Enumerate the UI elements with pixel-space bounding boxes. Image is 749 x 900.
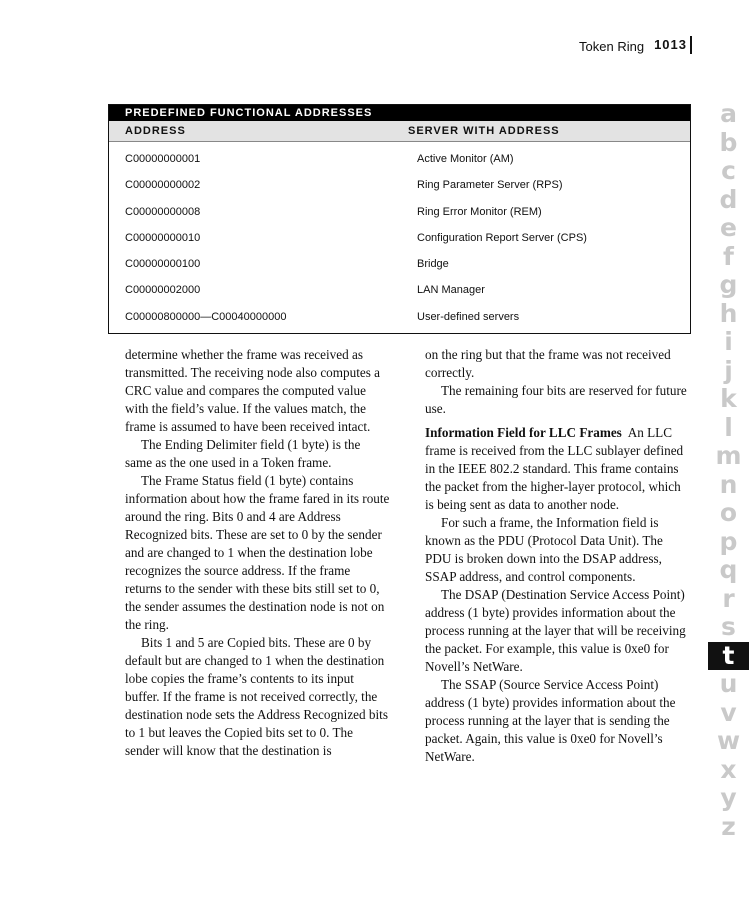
table-row	[109, 277, 690, 303]
thumb-tab-o: o	[719, 498, 738, 527]
thumb-tab-w: w	[716, 726, 741, 755]
address-cell: C00000000010	[125, 231, 201, 244]
thumb-tab-s: s	[721, 612, 736, 641]
paragraph: The Frame Status field (1 byte) contains information about how the frame fared in its route around the ring. Bits 0 and 4 are Address Recognized bits. These are set to 0 by the sender and are changed to 1 when the destination lobe recognizes the source address. If the frame returns to the sender with these bits still set to 0, the sender assumes the destination node is not on the ring.	[125, 473, 390, 632]
address-cell: C00000002000	[125, 284, 201, 297]
thumb-tab-x: x	[720, 754, 737, 784]
thumb-tab-v: v	[720, 697, 737, 727]
table-row	[109, 199, 690, 225]
address-cell: C00000000002	[125, 179, 201, 192]
server-cell: Bridge	[417, 258, 449, 271]
table-row	[109, 172, 690, 198]
thumb-tab-n: n	[719, 469, 738, 499]
thumb-tab-e: e	[720, 213, 737, 242]
address-cell: C00000000001	[125, 153, 201, 165]
paragraph: on the ring but that the frame was not received correctly.	[425, 347, 671, 380]
thumb-tab-p: p	[719, 526, 738, 556]
thumb-tab-r: r	[722, 583, 735, 613]
table-row	[109, 251, 690, 277]
thumb-tab-g: g	[719, 270, 738, 299]
paragraph-text: An LLC frame is received from the LLC sublayer defined in the IEEE 802.2 standard. This frame contains the packet from the higher-layer protocol, which is being sent as data to another node.	[425, 425, 684, 512]
section-title: Token Ring	[579, 39, 645, 54]
address-cell: C00000000008	[125, 205, 201, 218]
table-title: PREDEFINED FUNCTIONAL ADDRESSES	[109, 105, 690, 121]
thumb-tab-j: j	[724, 355, 733, 385]
server-cell: Ring Error Monitor (REM)	[417, 205, 542, 218]
paragraph: determine whether the frame was received as transmitted. The receiving node also computes a CRC value and compares the computed value with the field’s value. If the values match, the frame is assumed to have been received intact.	[125, 347, 381, 434]
address-cell: C00000800000—C00040000000	[125, 310, 287, 323]
page-number: 1013	[654, 36, 692, 54]
run-in-heading: Information Field for LLC Frames	[425, 425, 622, 440]
table-header-row	[109, 121, 690, 142]
right-text-column	[425, 346, 690, 766]
address-cell: C00000000100	[125, 258, 201, 271]
paragraph: For such a frame, the Information field is known as the PDU (Protocol Data Unit). The PDU is broken down into the DSAP address, SSAP address, and control components.	[425, 515, 663, 584]
server-cell: Active Monitor (AM)	[417, 153, 514, 165]
column-header-server: SERVER WITH ADDRESS	[408, 125, 560, 137]
table-body	[109, 142, 690, 330]
thumb-tab-k: k	[720, 384, 737, 413]
thumb-tab-i: i	[724, 327, 733, 356]
thumb-tab-l: l	[724, 412, 733, 442]
paragraph: The DSAP (Destination Service Access Point) address (1 byte) provides information about the process running at the layer that will be receiving the packet. For example, this value is 0xe0 for Novell’s NetWare.	[425, 587, 686, 674]
thumb-tab-y: y	[720, 783, 737, 812]
thumb-tab-b: b	[719, 127, 738, 157]
server-cell: Configuration Report Server (CPS)	[417, 231, 587, 244]
thumb-tab-c: c	[721, 156, 736, 185]
thumb-tab-m: m	[715, 441, 742, 470]
server-cell: User-defined servers	[417, 310, 520, 323]
thumb-tab-z: z	[721, 811, 736, 841]
paragraph: The SSAP (Source Service Access Point) address (1 byte) provides information about the process running at the layer that is sending the packet. Again, this value is 0xe0 for Novell’s NetWare.	[425, 677, 676, 764]
thumb-tab-a: a	[720, 99, 737, 128]
paragraph	[425, 424, 690, 514]
thumb-tab-f: f	[723, 241, 734, 271]
alphabet-thumb-index	[708, 100, 749, 841]
left-text-column	[125, 346, 390, 760]
thumb-tab-u: u	[719, 669, 738, 698]
paragraph: The Ending Delimiter field (1 byte) is the same as the one used in a Token frame.	[125, 437, 361, 470]
table-row	[109, 225, 690, 251]
functional-addresses-table	[108, 104, 691, 334]
table-row	[109, 146, 690, 172]
server-cell: LAN Manager	[417, 284, 485, 297]
paragraph: Bits 1 and 5 are Copied bits. These are 0 by default but are changed to 1 when the destination lobe copies the frame’s contents to its input buffer. If the frame is not received correctly, the destination node sets the Address Recognized bits to 1 but leaves the Copied bits set to 0. The sender will know that the destination is	[125, 635, 388, 758]
thumb-tab-h: h	[719, 298, 738, 328]
thumb-tab-d: d	[719, 184, 738, 214]
thumb-tab-t: t	[708, 642, 749, 671]
running-header	[579, 36, 692, 54]
paragraph: The remaining four bits are reserved for future use.	[425, 383, 687, 416]
table-row	[109, 304, 690, 330]
server-cell: Ring Parameter Server (RPS)	[417, 179, 563, 192]
column-header-address: ADDRESS	[125, 125, 186, 137]
thumb-tab-q: q	[719, 555, 738, 584]
